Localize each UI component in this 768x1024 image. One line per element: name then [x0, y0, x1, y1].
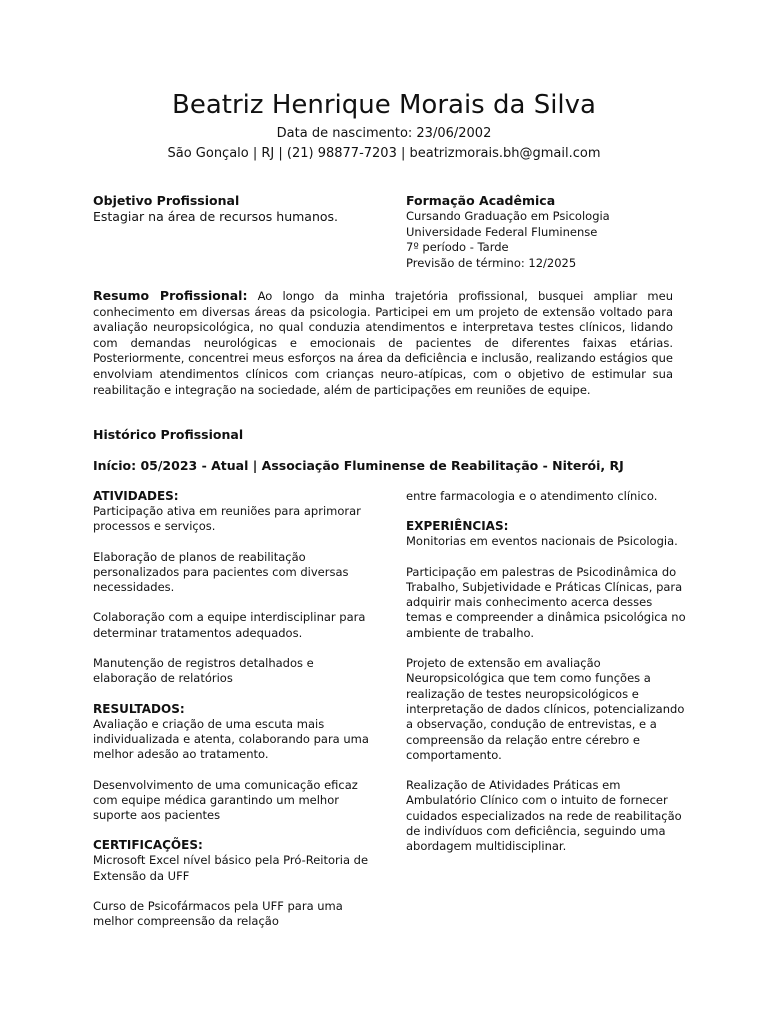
activity-item: Colaboração com a equipe interdisciplinar para determinar tratamentos adequados.	[93, 610, 366, 640]
activity-item: Elaboração de planos de reabilitação personalizados para pacientes com diversas necessidades.	[93, 549, 349, 595]
results-title: RESULTADOS:	[93, 701, 185, 716]
summary-label: Resumo Profissional:	[93, 288, 248, 303]
education-section	[406, 193, 686, 271]
experience-item: Participação em palestras de Psicodinâmica do Trabalho, Subjetividade e Práticas Clínicas, para adquirir mais conhecimento acerca desses temas e compreender a dinâmica psicológica no ambiente de trabalho.	[406, 564, 686, 640]
education-line: Universidade Federal Fluminense	[406, 224, 598, 239]
result-item: Desenvolvimento de uma comunicação eficaz com equipe médica garantindo um melhor suporte aos pacientes	[93, 777, 358, 823]
experiences-title: EXPERIÊNCIAS:	[406, 519, 509, 534]
history-title: Histórico Profissional	[93, 427, 244, 442]
experience-item: Projeto de extensão em avaliação Neuropsicológica que tem como funções a realização de testes neuropsicológicos e interpretação de dados clínicos, potencializando a observação, condução de entrevistas, e a compreensão da relação entre cérebro e comportamento.	[406, 656, 685, 762]
activity-item: Participação ativa em reuniões para aprimorar processos e serviços.	[93, 504, 361, 534]
summary-text: Ao longo da minha trajetória profissional, busquei ampliar meu conhecimento em diversas áreas da psicologia. Participei em um projeto de extensão voltado para avaliação neuropsicológica, no qual conduzia atendimentos e interpretava testes clínicos, lidando com demandas neurológicas e emocionais de pacientes de diferentes faixas etárias. Posteriormente, concentrei meus esforços na área da deficiência e inclusão, realizando estágios que envolviam atendimentos clínicos com crianças neuro-atípicas, com o objetivo de estimular sua reabilitação e integração na sociedade, além de participações em reuniões de equipe.	[93, 289, 673, 397]
certification-item: Microsoft Excel nível básico pela Pró-Reitoria de Extensão da UFF	[93, 853, 369, 883]
education-line: Previsão de término: 12/2025	[406, 255, 577, 270]
birth-date: Data de nascimento: 23/06/2002	[276, 126, 492, 141]
left-column	[93, 489, 373, 945]
result-item: Avaliação e criação de uma escuta mais individualizada e atenta, colaborando para uma melhor adesão ao tratamento.	[93, 716, 369, 762]
education-line: 7º período - Tarde	[406, 240, 509, 254]
objective-title: Objetivo Profissional	[93, 193, 240, 208]
experience-item: Monitorias em eventos nacionais de Psicologia.	[406, 534, 678, 549]
certifications-title: CERTIFICAÇÕES:	[93, 838, 203, 853]
education-line: Cursando Graduação em Psicologia	[406, 209, 610, 223]
education-title: Formação Acadêmica	[406, 193, 556, 208]
contact-info: São Gonçalo | RJ | (21) 98877-7203 | beatrizmorais.bh@gmail.com	[167, 146, 601, 161]
job-heading: Início: 05/2023 - Atual | Associação Fluminense de Reabilitação - Niterói, RJ	[93, 458, 624, 473]
activities-title: ATIVIDADES:	[93, 489, 179, 503]
right-column	[406, 489, 686, 870]
certification-item: Curso de Psicofármacos pela UFF para uma melhor compreensão da relação	[93, 899, 343, 929]
objective-text: Estagiar na área de recursos humanos.	[93, 209, 339, 224]
objective-section	[93, 193, 383, 225]
experience-item: Realização de Atividades Práticas em Ambulatório Clínico com o intuito de fornecer cuidados especializados na rede de reabilitação de indivíduos com deficiência, seguindo uma abordagem multidisciplinar.	[406, 778, 682, 854]
candidate-name: Beatriz Henrique Morais da Silva	[172, 90, 596, 120]
activity-item: Manutenção de registros detalhados e elaboração de relatórios	[93, 656, 314, 686]
summary-section	[93, 288, 673, 398]
certification-item-continued: entre farmacologia e o atendimento clínico.	[406, 489, 658, 503]
